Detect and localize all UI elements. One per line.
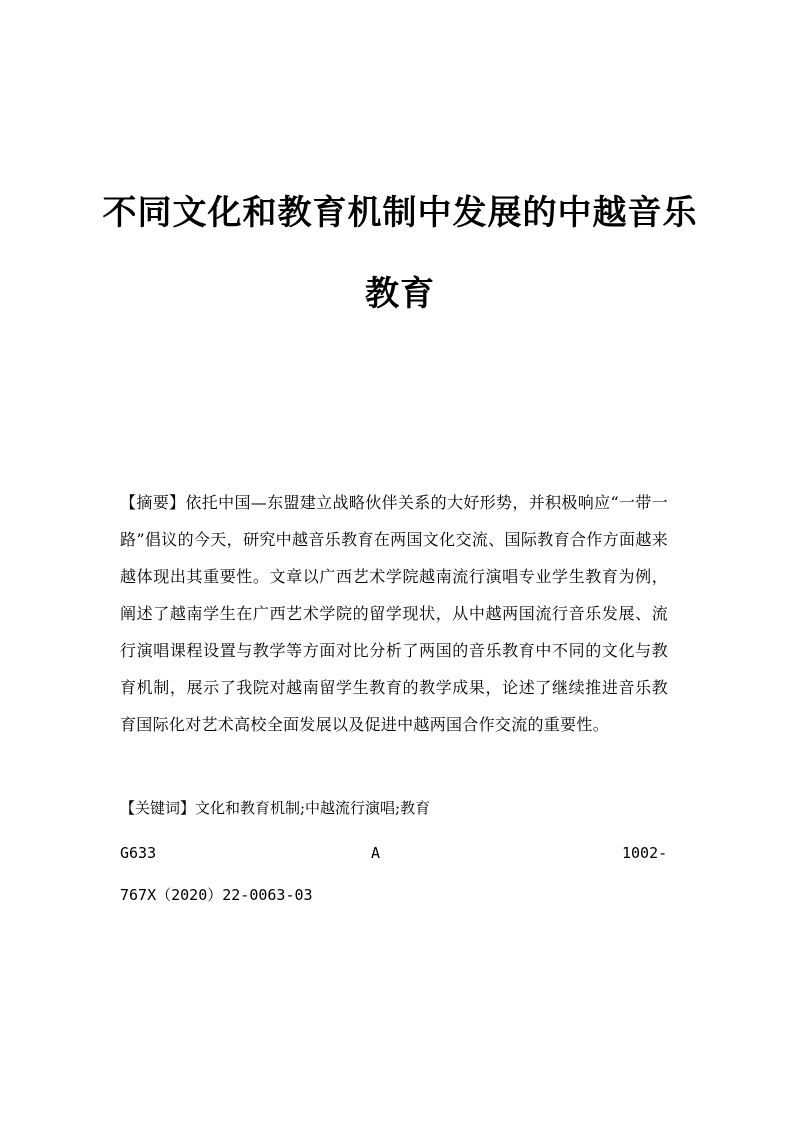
clc-number: G633	[120, 844, 157, 862]
article-id-part-1: 1002-	[622, 844, 668, 862]
article-id-part-2: 767X（2020）22-0063-03	[120, 886, 313, 904]
document-code: A	[371, 844, 381, 862]
abstract-paragraph: 【摘要】依托中国—东盟建立战略伙伴关系的大好形势，并积极响应“一带一路”倡议的今天，研究中越音乐教育在两国文化交流、国际教育合作方面越来越体现出其重要性。文章以广西艺术学院越南流行演唱专业学生教育为例，阐述了越南学生在广西艺术学院的留学现状，从中越两国流行音乐发展、流行演唱课程设置与教学等方面对比分析了两国的音乐教育中不同的文化与教育机制，展示了我院对越南留学生教育的教学成果，论述了继续推进音乐教育国际化对艺术高校全面发展以及促进中越两国合作交流的重要性。	[120, 493, 668, 734]
paper-title-line-1: 不同文化和教育机制中发展的中越音乐	[102, 193, 698, 233]
paper-title-line-2: 教育	[365, 274, 435, 314]
keywords-line: 【关键词】文化和教育机制;中越流行演唱;教育	[120, 799, 431, 817]
